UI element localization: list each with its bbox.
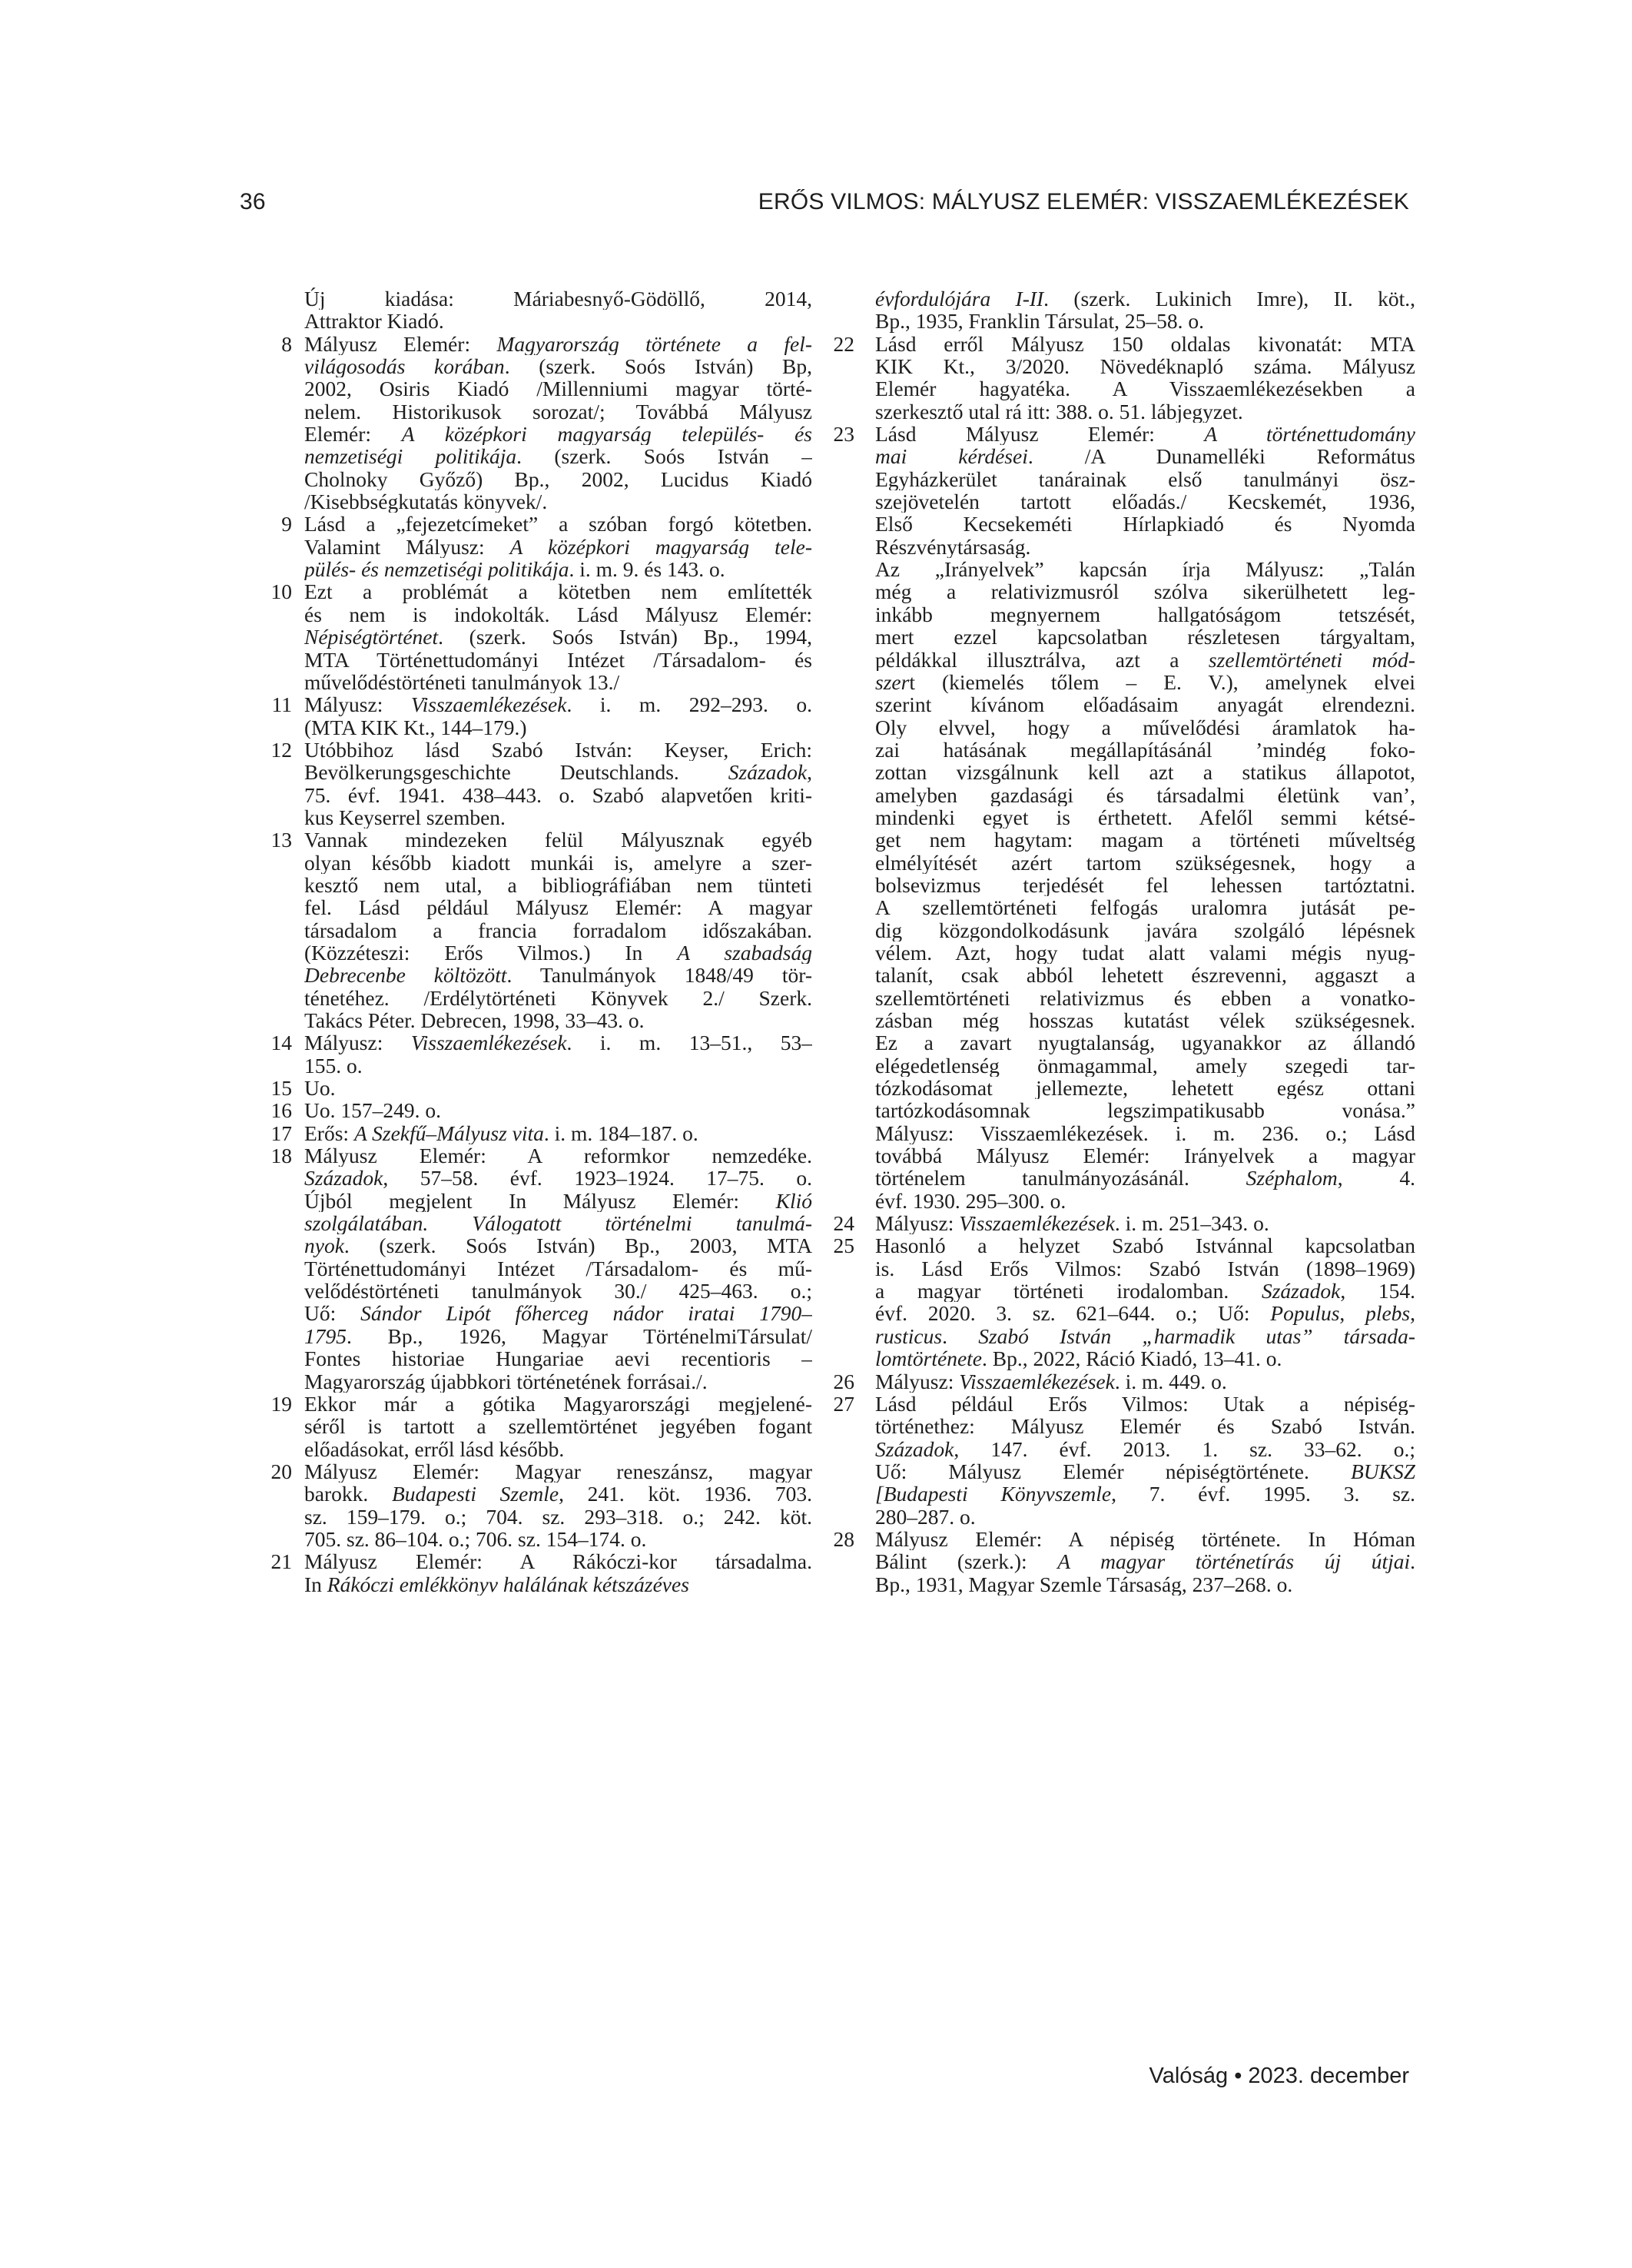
footnote-text	[304, 1144, 812, 1393]
footnote-24	[814, 1212, 1415, 1234]
footnote-line: Mályusz: Visszaemlékezések. i. m. 449. o.	[875, 1370, 1227, 1393]
footnote-number: 19	[270, 1391, 292, 1416]
footnote-line: sz. 159–179. o.; 704. sz. 293–318. o.; 242. köt.	[304, 1505, 812, 1528]
footnote-text	[304, 829, 812, 1031]
footnote-line: évfordulójára I-II. (szerk. Lukinich Imre), II. köt.,	[875, 287, 1415, 310]
footnote-line: évf. 1930. 295–300. o.	[875, 1189, 1066, 1213]
footnote-line: Ezt a problémát a kötetben nem említették	[304, 580, 812, 603]
footnote-line: ténetéhez. /Erdélytörténeti Könyvek 2./ Szerk.	[304, 986, 812, 1009]
footnote-line: Hasonló a helyzet Szabó Istvánnal kapcsolatban	[875, 1234, 1415, 1257]
footnote-text	[304, 1460, 812, 1550]
footnote-line: bolsevizmus terjedését fel lehessen tartóztatni.	[875, 873, 1415, 897]
footnote-line: Első Kecsekeméti Hírlapkiadó és Nyomda	[875, 513, 1415, 536]
footnote-continuation	[240, 287, 812, 333]
footnote-11	[240, 693, 812, 739]
footnote-line: nelem. Historikusok sorozat/; Továbbá Mályusz	[304, 400, 812, 423]
footnote-number: 28	[833, 1526, 854, 1551]
footnote-line: Egyházkerület tanárainak első tanulmányi ösz-	[875, 467, 1415, 491]
footnote-line: szejövetelén tartott előadás./ Kecskemét, 1936,	[875, 490, 1415, 513]
footnote-line: (MTA KIK Kt., 144–179.)	[304, 716, 527, 739]
footnote-line: barokk. Budapesti Szemle, 241. köt. 1936. 703.	[304, 1483, 812, 1506]
footnote-26	[814, 1370, 1415, 1393]
footnote-text	[875, 423, 1415, 1212]
footnote-number: 25	[833, 1234, 854, 1258]
footnote-number: 17	[270, 1121, 292, 1145]
footnote-line: világosodás korában. (szerk. Soós István) Bp,	[304, 355, 812, 378]
footnote-line: olyan később kiadott munkái is, amelyre a szer-	[304, 851, 812, 874]
footnote-line: KIK Kt., 3/2020. Növedéknapló száma. Mályusz	[875, 355, 1415, 378]
footnote-line: Új kiadása: Máriabesnyő-Gödöllő, 2014,	[304, 287, 812, 310]
footnote-text	[304, 580, 812, 693]
footnote-number: 16	[270, 1098, 292, 1123]
footnote-line: Mályusz: Visszaemlékezések. i. m. 251–343. o.	[875, 1212, 1269, 1235]
footnote-line: Részvénytársaság.	[875, 535, 1031, 559]
footnote-line: Lásd például Erős Vilmos: Utak a népiség-	[875, 1392, 1415, 1416]
footnote-line: Mályusz: Visszaemlékezések. i. m. 236. o.; Lásd	[875, 1121, 1415, 1145]
footnote-number: 20	[270, 1459, 292, 1483]
footnote-line: Elemér: A középkori magyarság település- és	[304, 423, 812, 446]
footnote-line: előadásokat, erről lásd később.	[304, 1437, 565, 1460]
footnote-line: Uő: Sándor Lipót főherceg nádor iratai 1790–	[304, 1302, 812, 1325]
footnote-line: vélem. Azt, hogy tudat alatt valami mégis nyug-	[875, 941, 1415, 965]
footnote-line: Debrecenbe költözött. Tanulmányok 1848/49 tör-	[304, 964, 812, 987]
footnote-text	[875, 1370, 1415, 1393]
footnote-line: get nem hagytam: magam a történeti műveltség	[875, 829, 1415, 852]
footnote-line: 705. sz. 86–104. o.; 706. sz. 154–174. o.	[304, 1527, 647, 1551]
footnote-line: Bevölkerungsgeschichte Deutschlands. Századok,	[304, 761, 812, 784]
footnote-line: talanít, csak abból lehetett észrevenni, aggaszt a	[875, 964, 1415, 987]
footnote-16	[240, 1099, 812, 1121]
footnote-line: kesztő nem utal, a bibliográfiában nem tünteti	[304, 873, 812, 897]
footnote-number: 13	[270, 828, 292, 852]
footnote-text	[304, 287, 812, 333]
footnote-number: 12	[270, 737, 292, 762]
footnote-line: Erős: A Szekfű–Mályusz vita. i. m. 184–187. o.	[304, 1121, 698, 1145]
footnote-line: Lásd erről Mályusz 150 oldalas kivonatát: MTA	[875, 332, 1415, 356]
footnote-text	[304, 513, 812, 580]
footer-journal-issue: Valóság • 2023. december	[1149, 2064, 1409, 2088]
footnote-line: Lásd a „fejezetcímeket” a szóban forgó kötetben.	[304, 513, 812, 536]
footnote-12	[240, 739, 812, 829]
footnote-line: még a relativizmusról szólva sikerülhetett leg-	[875, 580, 1415, 603]
footnote-line: Az „Irányelvek” kapcsán írja Mályusz: „Talán	[875, 558, 1415, 581]
footnote-line: zai hatásának megállapításánál ’mindég foko-	[875, 738, 1415, 762]
footnote-line: Újból megjelent In Mályusz Elemér: Klió	[304, 1189, 812, 1213]
footnote-line: séről is tartott a szellemtörténet jegyében fogant	[304, 1415, 812, 1438]
footnote-18	[240, 1144, 812, 1393]
footnote-line: is. Lásd Erős Vilmos: Szabó István (1898–1969)	[875, 1257, 1415, 1280]
footnote-line: Bálint (szerk.): A magyar történetírás új útjai.	[875, 1550, 1415, 1573]
footnote-number: 10	[270, 579, 292, 604]
footnote-line: szellemtörténeti relativizmus és ebben a vonatko-	[875, 986, 1415, 1009]
footnote-number: 11	[271, 692, 292, 717]
footnote-19	[240, 1393, 812, 1460]
footnote-line: Attraktor Kiadó.	[304, 310, 444, 333]
footnote-line: kus Keyserrel szemben.	[304, 805, 506, 829]
footnote-line: [Budapesti Könyvszemle, 7. évf. 1995. 3. sz.	[875, 1483, 1415, 1506]
footnote-line: Elemér hagyatéka. A Visszaemlékezésekben a	[875, 377, 1415, 400]
footnote-text	[875, 1234, 1415, 1370]
footnote-line: elmélyítését azért tartom szükségesnek, hogy a	[875, 851, 1415, 874]
footnote-text	[875, 287, 1415, 333]
footnote-line: tózkodásomat jellemezte, lehetett egész ottani	[875, 1077, 1415, 1100]
footnote-line: lomtörténete. Bp., 2022, Ráció Kiadó, 13–41. o.	[875, 1347, 1282, 1370]
footnote-number: 26	[833, 1369, 854, 1393]
footnote-28	[814, 1528, 1415, 1596]
footnote-line: művelődéstörténeti tanulmányok 13./	[304, 670, 620, 694]
footnote-15	[240, 1077, 812, 1099]
footnote-number: 27	[833, 1391, 854, 1416]
footnote-number: 22	[833, 331, 854, 356]
footnote-line: 280–287. o.	[875, 1505, 976, 1528]
footnote-text	[304, 693, 812, 739]
footnote-line: Századok, 147. évf. 2013. 1. sz. 33–62. o.;	[875, 1437, 1415, 1460]
footnote-line: Lásd Mályusz Elemér: A történettudomány	[875, 423, 1415, 446]
footnote-number: 8	[281, 331, 292, 356]
footnote-line: Mályusz Elemér: Magyarország története a fel-	[304, 332, 812, 356]
footnote-line: dig közgondolkodásunk javára szolgáló lépésnek	[875, 918, 1415, 941]
footnote-text	[304, 1393, 812, 1460]
page-number: 36	[240, 189, 266, 214]
footnote-line: 2002, Osiris Kiadó /Millenniumi magyar törté-	[304, 377, 812, 400]
footnote-line: Oly elvvel, hogy a művelődési áramlatok ha-	[875, 716, 1415, 739]
footnote-line: Uo. 157–249. o.	[304, 1099, 441, 1122]
footnote-line: Bp., 1935, Franklin Társulat, 25–58. o.	[875, 310, 1205, 333]
footnote-line: mert ezzel kapcsolatban részletesen tárgyaltam,	[875, 626, 1415, 649]
footnote-line: Bp., 1931, Magyar Szemle Társaság, 237–268. o.	[875, 1572, 1293, 1596]
footnote-line: a magyar történeti irodalomban. Századok, 154.	[875, 1280, 1415, 1303]
footnote-line: In Rákóczi emlékkönyv halálának kétszázéves	[304, 1572, 689, 1596]
footnote-line: Mályusz Elemér: Magyar reneszánsz, magyar	[304, 1459, 812, 1483]
footnote-line: tartózkodásomnak legszimpatikusabb vonása.”	[875, 1099, 1415, 1122]
footnote-line: 1795. Bp., 1926, Magyar TörténelmiTársulat/	[304, 1324, 812, 1348]
footnote-text	[875, 1212, 1415, 1234]
footnotes-right-column	[814, 287, 1415, 1596]
footnote-20	[240, 1460, 812, 1550]
footnote-text	[304, 1099, 812, 1121]
footnote-number: 9	[281, 512, 292, 536]
footnote-number: 18	[270, 1144, 292, 1168]
footnote-text	[304, 1077, 812, 1099]
footnote-line: velődéstörténeti tanulmányok 30./ 425–463. o.;	[304, 1280, 812, 1303]
footnotes-left-column	[240, 287, 812, 1596]
footnote-line: (Közzéteszi: Erős Vilmos.) In A szabadság	[304, 941, 812, 965]
footnote-line: Ekkor már a gótika Magyarországi megjelené-	[304, 1392, 812, 1416]
footnote-line: pülés- és nemzetiségi politikája. i. m. 9. és 143. o.	[304, 558, 725, 581]
footnote-line: szolgálatában. Válogatott történelmi tanulmá-	[304, 1212, 812, 1235]
footnote-line: történelem tanulmányozásánál. Széphalom, 4.	[875, 1167, 1415, 1190]
footnote-text	[875, 333, 1415, 423]
footnote-line: mai kérdései. /A Dunamelléki Református	[875, 445, 1415, 468]
footnote-line: Mályusz Elemér: A népiség története. In Hóman	[875, 1527, 1415, 1551]
footnote-line: 75. évf. 1941. 438–443. o. Szabó alapvetően kriti-	[304, 783, 812, 806]
footnote-line: /Kisebbségkutatás könyvek/.	[304, 490, 548, 513]
footnote-line: Uő: Mályusz Elemér népiségtörténete. BUKSZ	[875, 1459, 1415, 1483]
footnote-text	[875, 1528, 1415, 1596]
footnote-line: Magyarország újabbkori történetének forrásai./.	[304, 1370, 708, 1393]
footnote-line: Mályusz: Visszaemlékezések. i. m. 292–293. o.	[304, 693, 812, 716]
footnote-line: Cholnoky Győző) Bp., 2002, Lucidus Kiadó	[304, 467, 812, 491]
footnote-line: A szellemtörténeti felfogás uralomra jutását pe-	[875, 896, 1415, 919]
footnote-line: MTA Történettudományi Intézet /Társadalom- és	[304, 648, 812, 671]
footnote-line: Valamint Mályusz: A középkori magyarság tele-	[304, 535, 812, 559]
footnote-line: rusticus. Szabó István „harmadik utas” társada-	[875, 1324, 1415, 1348]
footnote-line: szert (kiemelés tőlem – E. V.), amelynek elvei	[875, 670, 1415, 694]
footnote-continuation	[814, 287, 1415, 333]
footnote-21	[240, 1550, 812, 1596]
footnote-text	[875, 1393, 1415, 1528]
footnote-text	[304, 1122, 812, 1144]
footnote-text	[304, 1550, 812, 1596]
footnote-line: fel. Lásd például Mályusz Elemér: A magyar	[304, 896, 812, 919]
footnote-9	[240, 513, 812, 580]
footnote-line: Történettudományi Intézet /Társadalom- és mű-	[304, 1257, 812, 1280]
footnote-line: továbbá Mályusz Elemér: Irányelvek a magyar	[875, 1144, 1415, 1167]
footnote-number: 14	[270, 1031, 292, 1055]
footnote-13	[240, 829, 812, 1031]
footnote-line: Fontes historiae Hungariae aevi recentioris –	[304, 1347, 812, 1370]
footnote-line: amelyben gazdasági és társadalmi életünk van’,	[875, 783, 1415, 806]
footnote-line: nemzetiségi politikája. (szerk. Soós István –	[304, 445, 812, 468]
footnote-line: inkább megnyernem hallgatóságom tetszését,	[875, 603, 1415, 626]
footnote-line: zottan vizsgálnunk kell azt a statikus állapotot,	[875, 761, 1415, 784]
footnote-22	[814, 333, 1415, 423]
running-title: ERŐS VILMOS: MÁLYUSZ ELEMÉR: VISSZAEMLÉKEZÉSEK	[758, 189, 1409, 214]
footnote-line: társadalom a francia forradalom időszakában.	[304, 918, 812, 941]
footnote-line: Ez a zavart nyugtalanság, ugyanakkor az állandó	[875, 1031, 1415, 1054]
footnote-number: 23	[833, 422, 854, 447]
footnote-line: Uo.	[304, 1077, 336, 1100]
footnote-text	[304, 333, 812, 513]
footnote-14	[240, 1031, 812, 1077]
footnote-23	[814, 423, 1415, 1212]
footnote-line: Mályusz Elemér: A Rákóczi-kor társadalma.	[304, 1550, 812, 1573]
footnote-8	[240, 333, 812, 513]
footnote-text	[304, 739, 812, 829]
footnote-line: évf. 2020. 3. sz. 621–644. o.; Uő: Populus, plebs,	[875, 1302, 1415, 1325]
footnote-line: nyok. (szerk. Soós István) Bp., 2003, MTA	[304, 1234, 812, 1257]
footnote-line: Századok, 57–58. évf. 1923–1924. 17–75. o.	[304, 1167, 812, 1190]
footnote-10	[240, 580, 812, 693]
footnote-number: 15	[270, 1076, 292, 1101]
footnote-line: szerint kívánom előadásaim anyagát elrendezni.	[875, 693, 1415, 716]
footnote-line: történethez: Mályusz Elemér és Szabó István.	[875, 1415, 1415, 1438]
footnote-line: 155. o.	[304, 1054, 363, 1078]
footnote-17	[240, 1122, 812, 1144]
footnote-text	[304, 1031, 812, 1077]
footnote-line: Népiségtörténet. (szerk. Soós István) Bp., 1994,	[304, 626, 812, 649]
footnote-line: Vannak mindezeken felül Mályusznak egyéb	[304, 829, 812, 852]
footnote-line: zásban még hosszas kutatást vélek szükségesnek.	[875, 1009, 1415, 1032]
footnote-line: mindenki egyet is érthetett. Afelől semmi kétsé-	[875, 805, 1415, 829]
footnote-number: 24	[833, 1211, 854, 1236]
footnote-number: 21	[270, 1549, 292, 1574]
footnote-line: szerkesztő utal rá itt: 388. o. 51. lábjegyzet.	[875, 400, 1243, 423]
footnote-line: Takács Péter. Debrecen, 1998, 33–43. o.	[304, 1009, 645, 1032]
footnote-line: elégedetlenség önmagammal, amely szegedi tar-	[875, 1054, 1415, 1078]
footnote-line: és nem is indokolták. Lásd Mályusz Elemér:	[304, 603, 812, 626]
footnote-line: Mályusz Elemér: A reformkor nemzedéke.	[304, 1144, 812, 1167]
footnote-25	[814, 1234, 1415, 1370]
footnote-line: példákkal illusztrálva, azt a szellemtörténeti mód-	[875, 648, 1415, 671]
footnote-line: Mályusz: Visszaemlékezések. i. m. 13–51., 53–	[304, 1031, 812, 1054]
footnote-line: Utóbbihoz lásd Szabó István: Keyser, Erich:	[304, 738, 812, 762]
footnote-27	[814, 1393, 1415, 1528]
